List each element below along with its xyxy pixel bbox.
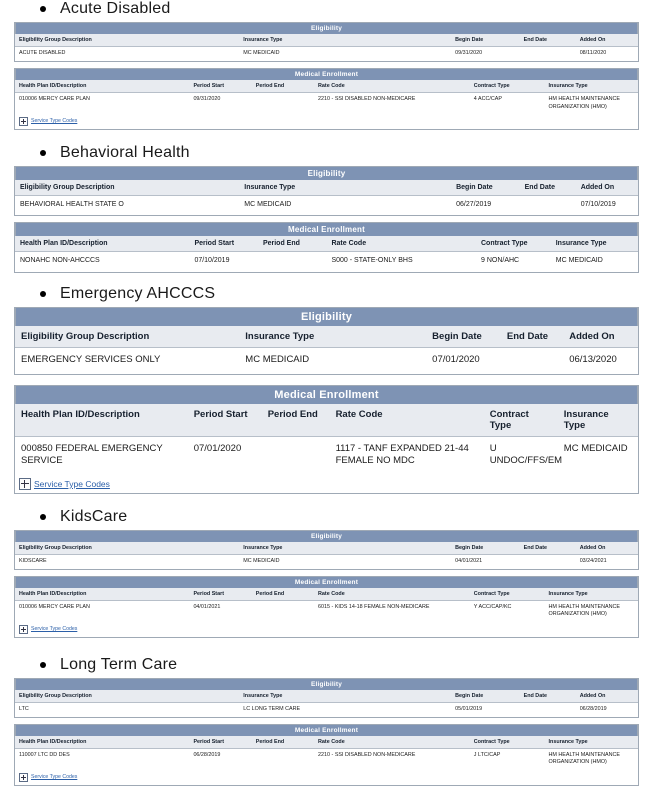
col-period-end: Period End [252,80,314,93]
cell-contract-type: J LTC/CAP [470,748,545,770]
service-type-codes-label[interactable]: Service Type Codes [31,774,78,781]
col-begin-date: Begin Date [451,180,520,196]
table-row [15,601,638,623]
cell-begin-date: 09/31/2020 [451,47,520,62]
col-added-on: Added On [576,690,638,703]
cell-end-date [520,702,576,717]
section-heading [0,508,649,526]
table-row [15,252,638,272]
bullet-icon [40,662,46,668]
cell-health-plan: 000850 FEDERAL EMERGENCY SERVICE [15,437,188,476]
cell-insurance-type: MC MEDICAID [239,347,426,374]
service-type-codes-expander[interactable] [15,771,638,785]
cell-insurance-type: MC MEDICAID [239,554,451,569]
table-header-row [15,588,638,601]
table-header-row [15,404,638,437]
cell-added-on: 07/10/2019 [576,195,638,215]
cell-rate-code: S000 - STATE-ONLY BHS [326,252,476,272]
section-heading [0,144,649,162]
col-insurance-type: Insurance Type [239,326,426,348]
col-eligibility-group-description: Eligibility Group Description [15,542,239,555]
table-row [15,93,638,115]
cell-period-end [262,437,330,476]
table-row [15,554,638,569]
col-period-start: Period Start [189,236,258,252]
col-contract-type: Contract Type [470,588,545,601]
table-header-row [15,326,638,348]
col-rate-code: Rate Code [314,736,470,749]
cell-insurance-type: HM HEALTH MAINTENANCE ORGANIZATION (HMO) [545,601,638,623]
section-long-term-care [0,656,649,786]
col-eligibility-group-description: Eligibility Group Description [15,690,239,703]
col-period-start: Period Start [189,80,251,93]
cell-contract-type: U UNDOC/FFS/EM [484,437,558,476]
cell-begin-date: 07/01/2020 [426,347,501,374]
medical-enrollment-block [14,385,639,494]
cell-added-on: 08/11/2020 [576,47,638,62]
col-period-start: Period Start [188,404,262,437]
cell-eligibility-group-description: LTC [15,702,239,717]
table-row [15,748,638,770]
medical-enrollment-band-label: Medical Enrollment [15,385,638,404]
cell-added-on: 06/13/2020 [563,347,638,374]
section-kidscare [0,508,649,638]
eligibility-block [14,22,639,62]
col-contract-type: Contract Type [470,736,545,749]
cell-rate-code: 2210 - SSI DISABLED NON-MEDICARE [314,93,470,115]
medical-enrollment-band-label: Medical Enrollment [15,68,638,80]
cell-period-start: 04/01/2021 [189,601,251,623]
col-eligibility-group-description: Eligibility Group Description [15,34,239,47]
table-header-row [15,236,638,252]
cell-period-end [252,748,314,770]
col-added-on: Added On [576,180,638,196]
eligibility-table [15,180,638,215]
bullet-icon [40,291,46,297]
medical-enrollment-table [15,80,638,115]
cell-eligibility-group-description: KIDSCARE [15,554,239,569]
col-health-plan: Health Plan ID/Description [15,80,189,93]
cell-insurance-type: MC MEDICAID [558,437,638,476]
table-header-row [15,180,638,196]
cell-eligibility-group-description: BEHAVIORAL HEALTH STATE O [15,195,239,215]
medical-enrollment-block [14,576,639,638]
cell-end-date [520,47,576,62]
eligibility-table [15,690,638,717]
plus-icon[interactable] [19,625,28,634]
cell-insurance-type: MC MEDICAID [551,252,638,272]
plus-icon[interactable] [19,117,28,126]
medical-enrollment-band-label: Medical Enrollment [15,576,638,588]
cell-period-end [252,601,314,623]
spacer [0,375,649,385]
col-period-end: Period End [252,736,314,749]
spacer [0,642,649,656]
col-rate-code: Rate Code [326,236,476,252]
col-end-date: End Date [520,34,576,47]
plus-icon[interactable] [19,478,31,490]
col-insurance-type: Insurance Type [239,542,451,555]
col-contract-type: Contract Type [484,404,558,437]
col-eligibility-group-description: Eligibility Group Description [15,180,239,196]
eligibility-table [15,542,638,569]
medical-enrollment-table [15,404,638,476]
cell-added-on: 03/24/2021 [576,554,638,569]
cell-health-plan: 110007 LTC DD DES [15,748,189,770]
col-begin-date: Begin Date [451,34,520,47]
eligibility-band-label: Eligibility [15,166,638,180]
col-insurance-type: Insurance Type [545,736,638,749]
table-row [15,47,638,62]
col-end-date: End Date [520,180,576,196]
cell-end-date [501,347,563,374]
col-insurance-type: Insurance Type [551,236,638,252]
cell-period-start: 07/01/2020 [188,437,262,476]
cell-health-plan: NONAHC NON-AHCCCS [15,252,189,272]
col-period-start: Period Start [189,736,251,749]
eligibility-block [14,307,639,375]
eligibility-block [14,166,639,216]
service-type-codes-expander[interactable] [15,623,638,637]
cell-contract-type: 9 NON/AHC [476,252,551,272]
cell-insurance-type: HM HEALTH MAINTENANCE ORGANIZATION (HMO) [545,93,638,115]
table-header-row [15,736,638,749]
table-row [15,347,638,374]
col-end-date: End Date [520,542,576,555]
medical-enrollment-block [14,222,639,272]
col-insurance-type: Insurance Type [545,588,638,601]
col-end-date: End Date [520,690,576,703]
table-header-row [15,34,638,47]
medical-enrollment-band-label: Medical Enrollment [15,724,638,736]
table-header-row [15,80,638,93]
col-insurance-type: Insurance Type [239,180,451,196]
bullet-icon [40,514,46,520]
cell-added-on: 06/28/2019 [576,702,638,717]
cell-period-end [258,252,327,272]
cell-eligibility-group-description: EMERGENCY SERVICES ONLY [15,347,239,374]
section-behavioral-health [0,144,649,273]
col-period-start: Period Start [189,588,251,601]
col-rate-code: Rate Code [314,80,470,93]
col-contract-type: Contract Type [476,236,551,252]
bullet-icon [40,6,46,12]
eligibility-block [14,530,639,570]
cell-begin-date: 04/01/2021 [451,554,520,569]
table-row [15,702,638,717]
medical-enrollment-block [14,724,639,786]
medical-enrollment-block [14,68,639,130]
col-insurance-type: Insurance Type [545,80,638,93]
section-title: KidsCare [60,507,128,525]
eligibility-band-label: Eligibility [15,22,638,34]
col-added-on: Added On [576,542,638,555]
medical-enrollment-table [15,736,638,771]
cell-end-date [520,554,576,569]
section-heading [0,0,649,18]
col-health-plan: Health Plan ID/Description [15,404,188,437]
cell-begin-date: 05/01/2019 [451,702,520,717]
col-period-end: Period End [262,404,330,437]
cell-end-date [520,195,576,215]
col-period-end: Period End [258,236,327,252]
section-title: Long Term Care [60,655,178,673]
spacer [0,277,649,285]
col-health-plan: Health Plan ID/Description [15,588,189,601]
section-heading [0,285,649,303]
service-type-codes-label[interactable]: Service Type Codes [34,478,110,489]
cell-period-end [252,93,314,115]
col-added-on: Added On [563,326,638,348]
col-end-date: End Date [501,326,563,348]
cell-insurance-type: MC MEDICAID [239,47,451,62]
cell-period-start: 09/31/2020 [189,93,251,115]
cell-rate-code: 6015 - KIDS 14-18 FEMALE NON-MEDICARE [314,601,470,623]
col-begin-date: Begin Date [451,542,520,555]
cell-contract-type: 4 ACC/CAP [470,93,545,115]
service-type-codes-expander[interactable] [15,476,638,493]
col-rate-code: Rate Code [330,404,484,437]
eligibility-band-label: Eligibility [15,307,638,326]
cell-insurance-type: HM HEALTH MAINTENANCE ORGANIZATION (HMO) [545,748,638,770]
eligibility-band-label: Eligibility [15,530,638,542]
section-acute-disabled [0,0,649,130]
section-emergency-ahcccs [0,285,649,494]
table-row [15,195,638,215]
col-period-end: Period End [252,588,314,601]
cell-rate-code: 2210 - SSI DISABLED NON-MEDICARE [314,748,470,770]
cell-begin-date: 06/27/2019 [451,195,520,215]
cell-eligibility-group-description: ACUTE DISABLED [15,47,239,62]
section-heading [0,656,649,674]
table-header-row [15,690,638,703]
cell-insurance-type: MC MEDICAID [239,195,451,215]
section-title: Emergency AHCCCS [60,284,216,302]
service-type-codes-label[interactable]: Service Type Codes [31,118,78,125]
eligibility-table [15,34,638,61]
spacer [0,498,649,508]
cell-health-plan: 010006 MERCY CARE PLAN [15,93,189,115]
col-insurance-type: Insurance Type [239,690,451,703]
service-type-codes-expander[interactable] [15,115,638,129]
table-header-row [15,542,638,555]
cell-period-start: 06/28/2019 [189,748,251,770]
col-insurance-type: Insurance Type [558,404,638,437]
eligibility-block [14,678,639,718]
plus-icon[interactable] [19,773,28,782]
col-health-plan: Health Plan ID/Description [15,736,189,749]
bullet-icon [40,150,46,156]
cell-insurance-type: LC LONG TERM CARE [239,702,451,717]
cell-rate-code: 1117 - TANF EXPANDED 21-44 FEMALE NO MDC [330,437,484,476]
medical-enrollment-band-label: Medical Enrollment [15,222,638,236]
col-added-on: Added On [576,34,638,47]
cell-contract-type: Y ACC/CAP/KC [470,601,545,623]
service-type-codes-label[interactable]: Service Type Codes [31,626,78,633]
col-rate-code: Rate Code [314,588,470,601]
medical-enrollment-table [15,588,638,623]
medical-enrollment-table [15,236,638,271]
col-begin-date: Begin Date [451,690,520,703]
section-title: Behavioral Health [60,143,190,161]
col-begin-date: Begin Date [426,326,501,348]
eligibility-table [15,326,638,374]
eligibility-band-label: Eligibility [15,678,638,690]
cell-period-start: 07/10/2019 [189,252,258,272]
col-eligibility-group-description: Eligibility Group Description [15,326,239,348]
section-title: Acute Disabled [60,0,171,17]
col-health-plan: Health Plan ID/Description [15,236,189,252]
col-insurance-type: Insurance Type [239,34,451,47]
cell-health-plan: 010006 MERCY CARE PLAN [15,601,189,623]
col-contract-type: Contract Type [470,80,545,93]
table-row [15,437,638,476]
spacer [0,134,649,144]
